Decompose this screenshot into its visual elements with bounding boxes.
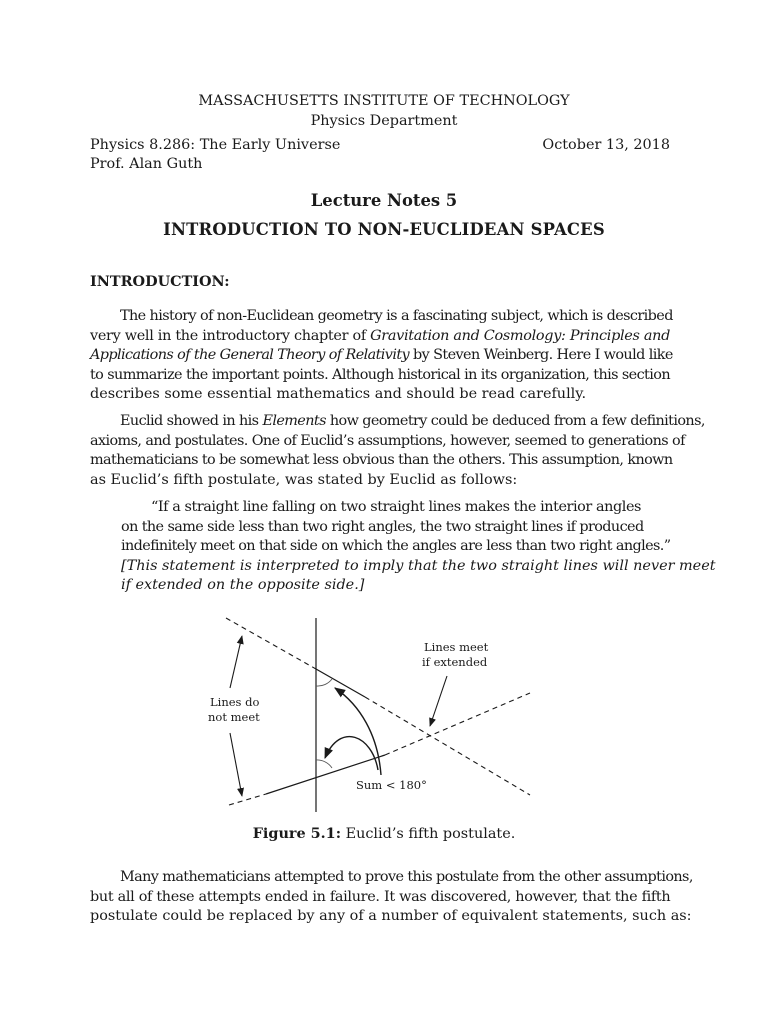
text-line: Many mathematicians attempted to prove this postulate from the other assumptions, — [120, 869, 693, 885]
sum-arrow-lower — [325, 737, 378, 770]
text-line: mathematicians to be somewhat less obvious than the others. This assumption, known — [90, 452, 673, 468]
page-title: INTRODUCTION TO NON-EUCLIDEAN SPACES — [163, 220, 605, 239]
book-title: Elements — [262, 413, 326, 429]
text-line: as Euclid’s fifth postulate, was stated by Euclid as follows: — [90, 471, 518, 488]
text-line: [This statement is interpreted to imply that the two straight lines will never meet — [121, 557, 716, 574]
paragraph-attempts — [90, 868, 693, 927]
text-line: Euclid showed in his Elements how geometry could be deduced from a few definitions, — [120, 413, 705, 429]
upper-line-dashed-left — [226, 618, 316, 669]
label-lines-do-not-meet: Lines do — [210, 695, 260, 709]
text-line: “If a straight line falling on two straight lines makes the interior angles — [151, 499, 641, 515]
text-line: The history of non-Euclidean geometry is a fascinating subject, which is described — [120, 308, 673, 324]
not-meet-arrow-up — [230, 636, 242, 688]
book-title: Gravitation and Cosmology: Principles and — [370, 327, 670, 344]
label-lines-meet: Lines meet — [424, 640, 489, 654]
lower-line-dashed-right — [385, 693, 530, 755]
sum-arrow-upper — [335, 688, 381, 775]
professor-name: Prof. Alan Guth — [90, 156, 203, 172]
label-lines-do-not-meet-2: not meet — [208, 710, 260, 724]
label-angle-sum: Sum < 180° — [356, 778, 427, 792]
figure-caption: Figure 5.1: Euclid’s fifth postulate. — [252, 825, 516, 842]
text-line: indefinitely meet on that side on which the angles are less than two right angles.” — [121, 538, 671, 554]
lower-angle-arc — [316, 760, 332, 768]
lower-line-dashed-left — [229, 794, 266, 805]
text-line: to summarize the important points. Although historical in its organization, this section — [90, 366, 670, 383]
lecture-title: Lecture Notes 5 — [310, 191, 458, 210]
course-name: Physics 8.286: The Early Universe — [90, 137, 341, 153]
text-line: describes some essential mathematics and should be read carefully. — [90, 386, 587, 402]
text-line: axioms, and postulates. One of Euclid’s assumptions, however, seemed to generations of — [90, 432, 685, 449]
department-name: Physics Department — [310, 113, 458, 129]
not-meet-arrow-down — [230, 733, 242, 796]
upper-angle-arc — [316, 679, 332, 686]
text-line: if extended on the opposite side.] — [121, 577, 365, 593]
text-line: on the same side less than two right angles, the two straight lines if produced — [121, 518, 644, 535]
text-line: but all of these attempts ended in failure. It was discovered, however, that the fifth — [90, 888, 671, 905]
document-date: October 13, 2018 — [542, 137, 670, 153]
label-lines-meet-2: if extended — [422, 655, 488, 669]
institution-name: MASSACHUSETTS INSTITUTE OF TECHNOLOGY — [198, 93, 570, 109]
meet-arrow — [430, 676, 447, 726]
section-heading: INTRODUCTION: — [90, 273, 230, 290]
text-line: Applications of the General Theory of Relativity by Steven Weinberg. Here I would like — [90, 347, 673, 363]
text-line: postulate could be replaced by any of a number of equivalent statements, such as: — [90, 908, 692, 924]
book-title: Applications of the General Theory of Relativity — [90, 347, 410, 363]
text-line: very well in the introductory chapter of Gravitation and Cosmology: Principles and — [90, 327, 670, 344]
